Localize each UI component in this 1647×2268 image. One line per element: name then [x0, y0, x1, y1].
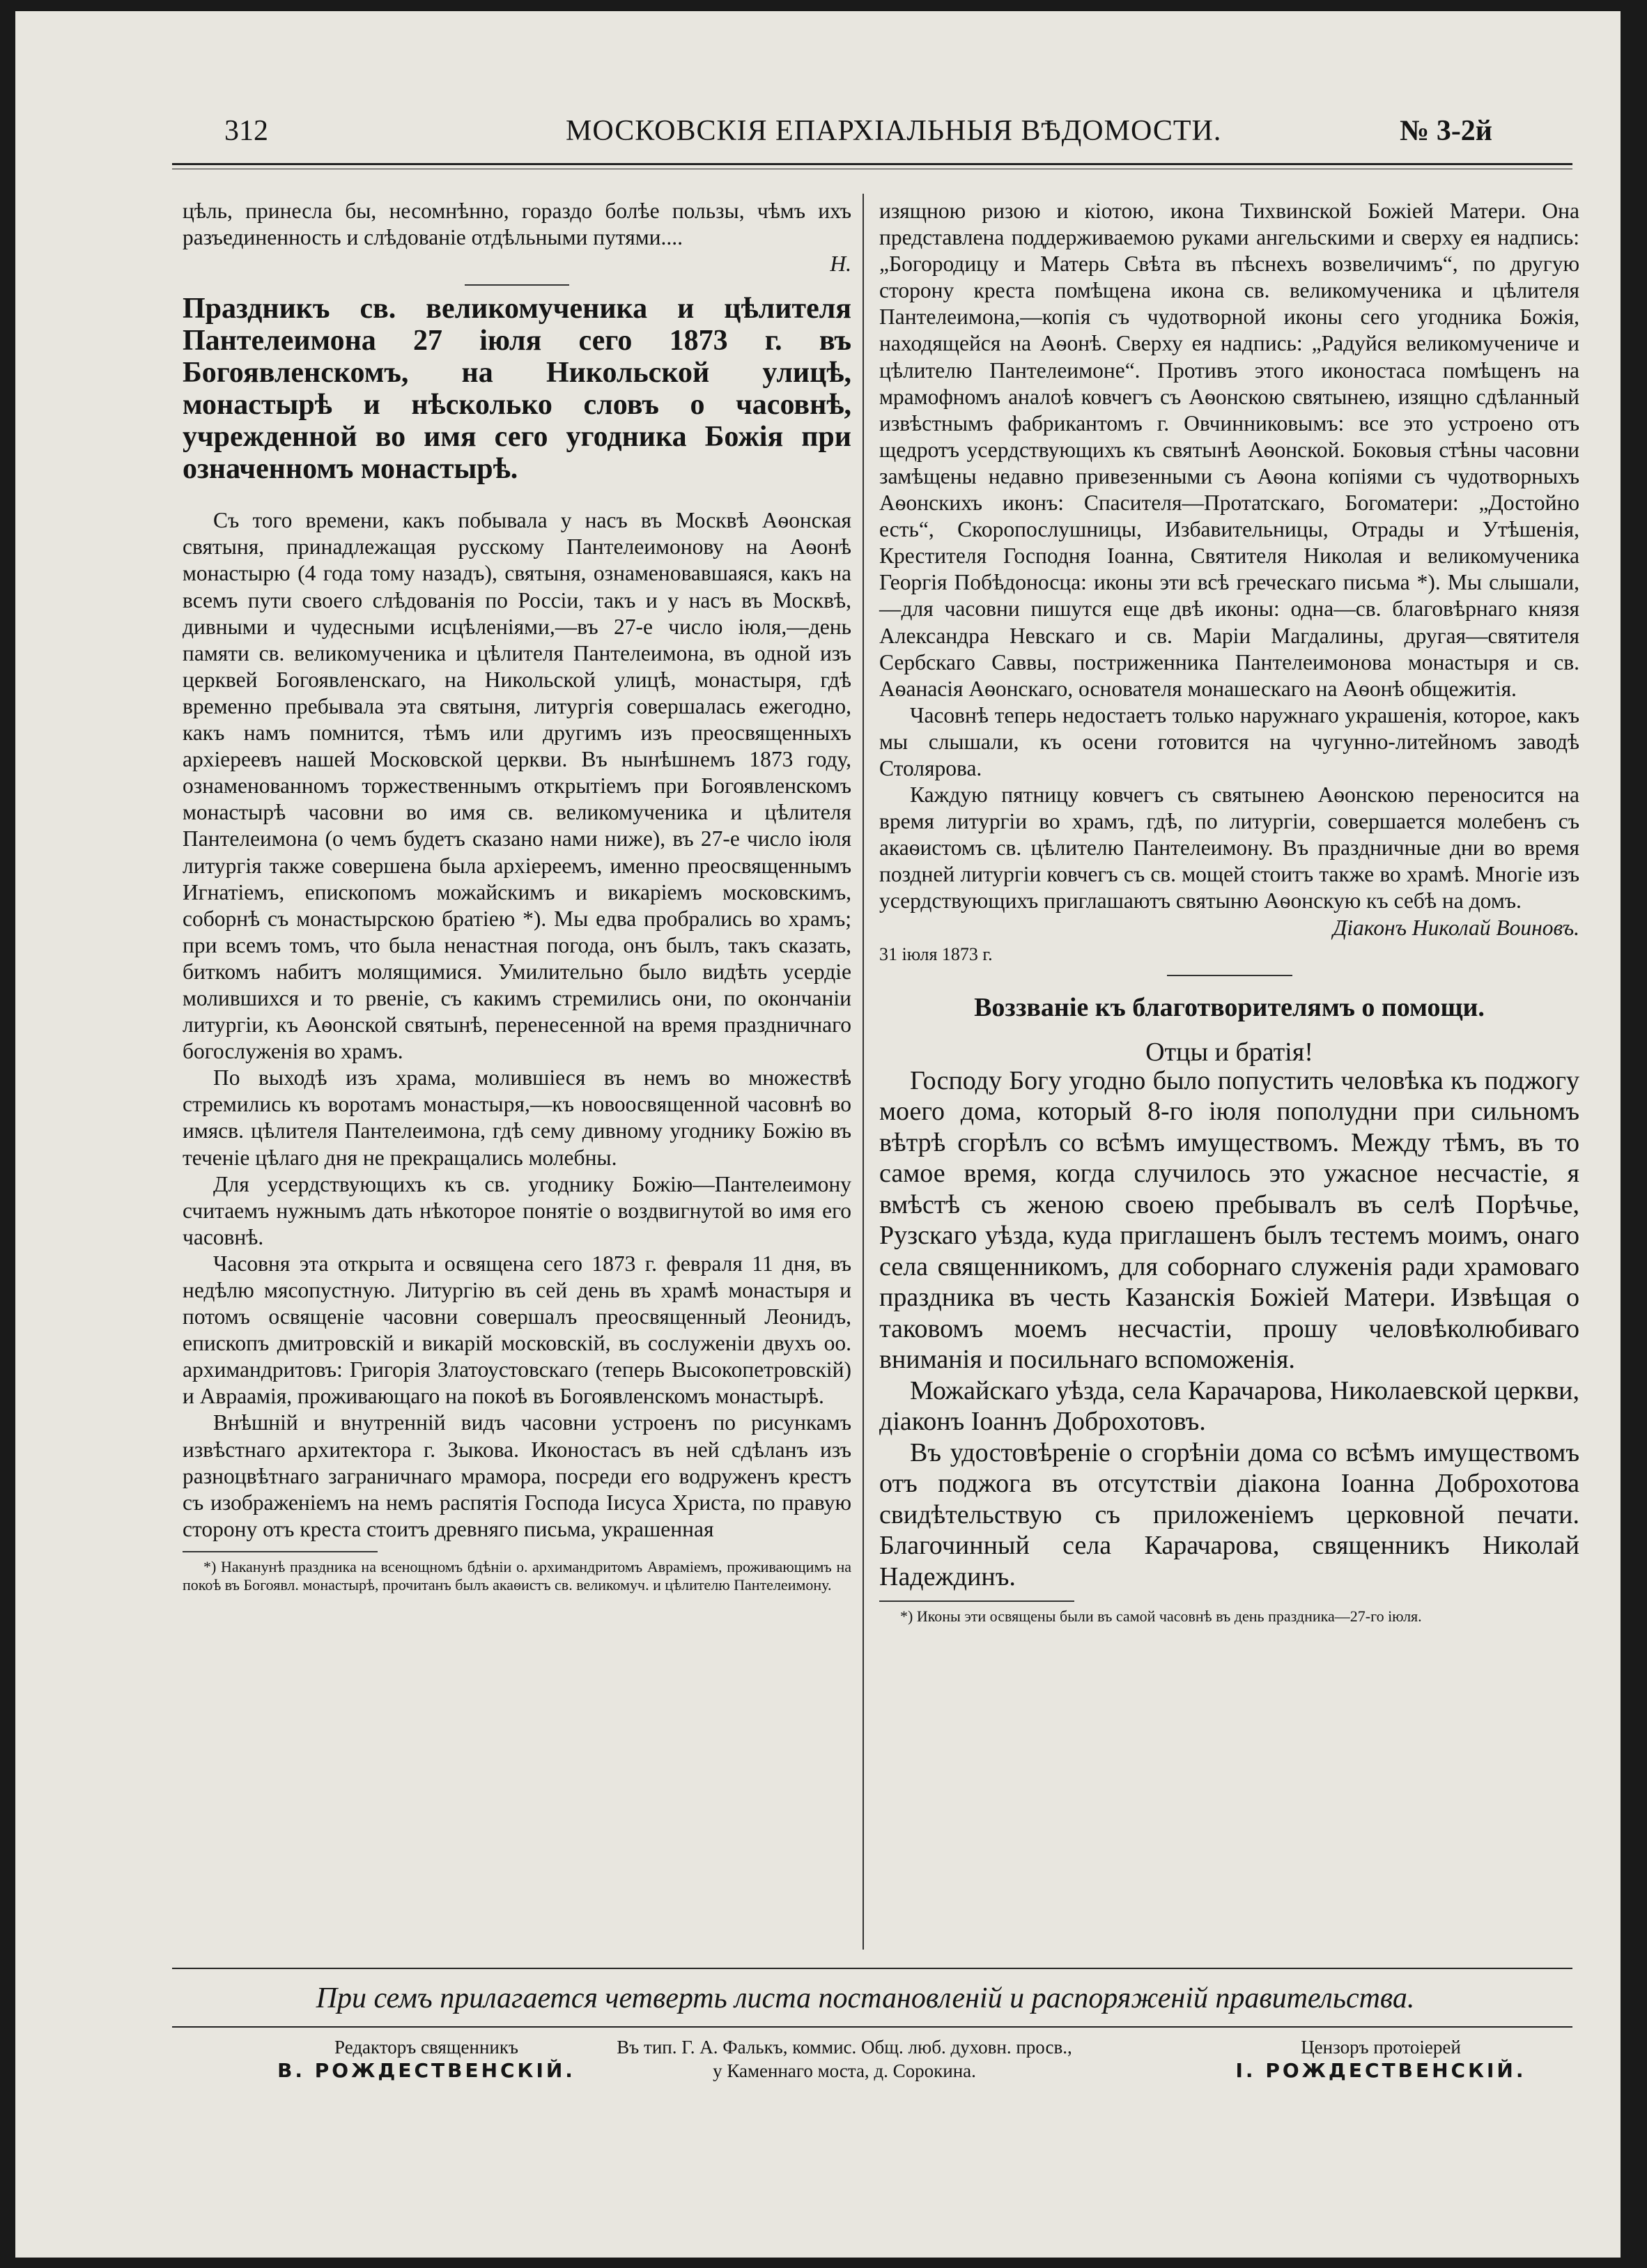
article-title: Праздникъ св. великомученика и цѣлителя Пантелеимона 27 іюля сего 1873 г. въ Богоявленскомъ, на Никольской улицѣ, монастырѣ и нѣсколько словъ о часовнѣ, учрежденной во имя сего угодника Божія при означенномъ монастырѣ.: [183, 293, 851, 486]
appeal-paragraph: Господу Богу угодно было попустить человѣка къ поджогу моего дома, который 8-го іюля пополудни при сильномъ вѣтрѣ сгорѣлъ со всѣмъ имуществомъ. Между тѣмъ, въ то самое время, когда случилось это ужасное несчастіе, я вмѣстѣ съ женою своею пребывалъ въ селѣ Порѣчье, Рузскаго уѣзда, куда приглашенъ былъ тестемъ моимъ, онаго села священникомъ, для соборнаго служенія ради храмоваго праздника въ честь Казанскія Божіей Матери. Извѣщая о таковомъ моемъ несчастіи, прошу человѣколюбиваго вниманія и посильнаго вспоможенія.: [879, 1065, 1579, 1375]
separator-rule: [1167, 975, 1292, 976]
footnote: [183, 1558, 851, 1594]
appeal-title: Воззваніе къ благотворителямъ о помощи.: [974, 992, 1485, 1022]
continuation-signature: Н.: [830, 252, 851, 277]
footer-rule-bottom: [172, 2026, 1572, 2028]
supplement-notice: При семъ прилагается четверть листа постановленій и распоряженій правительства.: [316, 1982, 1415, 2014]
running-header: [224, 114, 1492, 163]
footnote-rule: [183, 1551, 378, 1552]
censor-label: Цензоръ протоіерей: [1301, 2037, 1461, 2058]
article-paragraph: Внѣшній и внутренній видъ часовни устроенъ по рисункамъ извѣстнаго архитектора г. Зыкова. Иконостасъ въ ней сдѣланъ изъ разноцвѣтнаго заграничнаго мрамора, посреди его водруженъ крестъ съ изображеніемъ на немъ распятія Господа Іисуса Христа, по правую сторону отъ креста стоитъ древняго письма, украшенная: [183, 1410, 851, 1541]
header-rule: [172, 163, 1572, 165]
article-date: 31 іюля 1873 г.: [879, 943, 993, 964]
footnote-text: *) Наканунѣ праздника на всенощномъ бдѣніи о. архимандритомъ Авраміемъ, проживающимъ на покоѣ въ Богоявл. монастырѣ, прочитанъ былъ акаѳистъ св. великомуч. и цѣлителю Пантелеимону.: [183, 1557, 851, 1594]
editor-imprint: [245, 2035, 608, 2083]
footnote: [879, 1607, 1579, 1626]
appeal-body: [879, 1065, 1579, 1593]
censor-imprint: [1200, 2035, 1562, 2083]
censor-name: І. РОЖДЕСТВЕНСКІЙ.: [1235, 2059, 1526, 2082]
article-paragraph: По выходѣ изъ храма, молившіеся въ немъ во множествѣ стремились къ воротамъ монастыря,—къ новоосвященной часовнѣ во имясв. цѣлителя Пантелеимона, гдѣ сему дивному угоднику Божію въ теченіе цѣлаго дня не прекращались молебны.: [183, 1065, 851, 1170]
footnote-rule: [879, 1600, 1074, 1602]
issue-number: № 3-2й: [1400, 115, 1492, 147]
appeal-paragraph: Можайскаго уѣзда, села Карачарова, Николаевской церкви, діаконъ Іоаннъ Доброхотовъ.: [879, 1375, 1579, 1437]
column-divider: [863, 194, 864, 1950]
footnote-text: *) Иконы эти освящены были въ самой часовнѣ въ день праздника—27-го іюля.: [900, 1607, 1422, 1626]
article-paragraph: Часовня эта открыта и освящена сего 1873 г. февраля 11 дня, въ недѣлю мясопустную. Литургію въ сей день въ храмѣ монастыря и потомъ освященіе часовни совершалъ преосвященный Леонидъ, епископъ дмитровскій и викарій московскій, въ сослуженіи двухъ оо. архимандритовъ: Григорія Златоустовскаго (теперь Высокопетровскій) и Авраамія, проживающаго на покоѣ въ Богоявленскомъ монастырѣ.: [183, 1251, 851, 1409]
page-number: 312: [224, 115, 268, 147]
right-column: [879, 198, 1579, 1626]
journal-title: МОСКОВСКІЯ ЕПАРХІАЛЬНЫЯ ВѢДОМОСТИ.: [566, 115, 1222, 147]
continuation-text: цѣль, принесла бы, несомнѣнно, гораздо болѣе пользы, чѣмъ ихъ разъединенность и слѣдованіе отдѣльными путями....: [183, 199, 851, 250]
article-paragraph: Для усердствующихъ къ св. угоднику Божію—Пантелеимону считаемъ нужнымъ дать нѣкоторое понятіе о воздвигнутой во имя его часовнѣ.: [183, 1171, 851, 1249]
article-paragraph: изящною ризою и кіотою, икона Тихвинской Божіей Матери. Она представлена поддерживаемою руками ангельскими и сверху ея надпись: „Богородицу и Матерь Свѣта въ пѣснехъ возвеличимъ“, по другую сторону креста помѣщена икона св. великомученика и цѣлителя Пантелеимона,—копія съ чудотворной иконы сего угодника Божія, находящейся на Аѳонѣ. Сверху ея надпись: „Радуйся великомучениче и цѣлителю Пантелеимоне“. Противъ этого иконостаса помѣщенъ на мрамофномъ аналоѣ ковчегъ съ Аѳонскою святынею, изящно сдѣланный извѣстнымъ фабрикантомъ г. Овчинниковымъ: все это устроено отъ щедротъ усердствующихъ къ святынѣ Аѳонской. Боковыя стѣны часовни замѣщены недавно привезенными съ Аѳона копіями съ чудотворныхъ Аѳонскихъ иконъ: Спасителя—Протатскаго, Богоматери: „Достойно есть“, Скоропослушницы, Избавительницы, Отрады и Утѣшенія, Крестителя Господня Іоанна, Святителя Николая и великомученика Георгія Побѣдоносца: иконы эти всѣ греческаго письма *). Мы слышали,—для часовни пишутся еще двѣ иконы: одна—св. благовѣрнаго князя Александра Невскаго и св. Маріи Магдалины, другая—святителя Сербскаго Саввы, постриженника Пантелеимонова монастыря и св. Аѳанасія Аѳонскаго, основателя монашескаго на Аѳонѣ общежитія.: [879, 199, 1579, 701]
article-paragraph: Часовнѣ теперь недостаетъ только наружнаго украшенія, которое, какъ мы слышали, къ осени готовится на чугунно-литейномъ заводѣ Столярова.: [879, 702, 1579, 780]
editor-name: В. РОЖДЕСТВЕНСКІЙ.: [277, 2059, 575, 2082]
separator-rule: [465, 284, 569, 286]
editor-label: Редакторъ священникъ: [334, 2037, 518, 2058]
printer-line-1: Въ тип. Г. А. Фалькъ, коммис. Общ. люб. духовн. просв.,: [617, 2037, 1072, 2058]
author-signature: Діаконъ Николай Воиновъ.: [1333, 915, 1579, 940]
left-column: [183, 198, 851, 1594]
printer-imprint: [559, 2035, 1130, 2083]
newspaper-page: [15, 11, 1621, 2258]
article-paragraph: Съ того времени, какъ побывала у насъ въ Москвѣ Аѳонская святыня, принадлежащая русскому Пантелеимонову на Аѳонѣ монастырю (4 года тому назадъ), святыня, ознаменовавшаяся, какъ на всемъ пути своего слѣдованія по Россіи, такъ и у насъ въ Москвѣ, дивными и чудесными исцѣленіями,—въ 27-е число іюля,—день памяти св. великомученика и цѣлителя Пантелеимона, въ одной изъ церквей Богоявленскаго, на Никольской улицѣ, монастыря, гдѣ временно пребывала эта святыня, литургія совершалась ежегодно, какъ намъ помнится, тѣмъ или другимъ изъ преосвященныхъ архіереевъ нашей Московской церкви. Въ нынѣшнемъ 1873 году, ознаменованномъ торжественнымъ открытіемъ при Богоявленскомъ монастырѣ часовни во имя св. великомученика и цѣлителя Пантелеимона (о чемъ будетъ сказано нами ниже), въ 27-е число іюля литургія также совершена была архіереемъ, именно преосвященнымъ Игнатіемъ, епископомъ можайскимъ и викаріемъ московскимъ, соборнѣ съ монастырскою братіею *). Мы едва пробрались во храмъ; при всемъ томъ, что была ненастная погода, онъ былъ, такъ сказать, биткомъ набитъ молящимися. Умилительно было видѣть усердіе молившихся и то рвеніе, съ какимъ стремились они, по окончаніи литургіи, къ Аѳонской святынѣ, перенесенной на время праздничнаго богослуженія во храмъ.: [183, 508, 851, 1064]
appeal-greeting: Отцы и братія!: [1145, 1037, 1313, 1067]
printer-line-2: у Каменнаго моста, д. Сорокина.: [713, 2060, 976, 2081]
article-paragraph: Каждую пятницу ковчегъ съ святынею Аѳонскою переносится на время литургіи во храмъ, гдѣ, по литургіи, совершается молебенъ съ акаѳистомъ св. цѣлителю Пантелеимону. Въ праздничные дни во время поздней литургіи ковчегъ съ св. мощей стоитъ также во храмѣ. Многіе изъ усердствующихъ приглашаютъ святыню Аѳонскую къ себѣ на домъ.: [879, 782, 1579, 913]
footer-rule-top: [172, 1968, 1572, 1969]
appeal-paragraph: Въ удостовѣреніе о сгорѣніи дома со всѣмъ имуществомъ отъ поджога въ отсутствіи діакона Іоанна Доброхотова свидѣтельствую съ приложеніемъ церковной печати. Благочинный села Карачарова, священникъ Николай Надеждинъ.: [879, 1437, 1579, 1591]
